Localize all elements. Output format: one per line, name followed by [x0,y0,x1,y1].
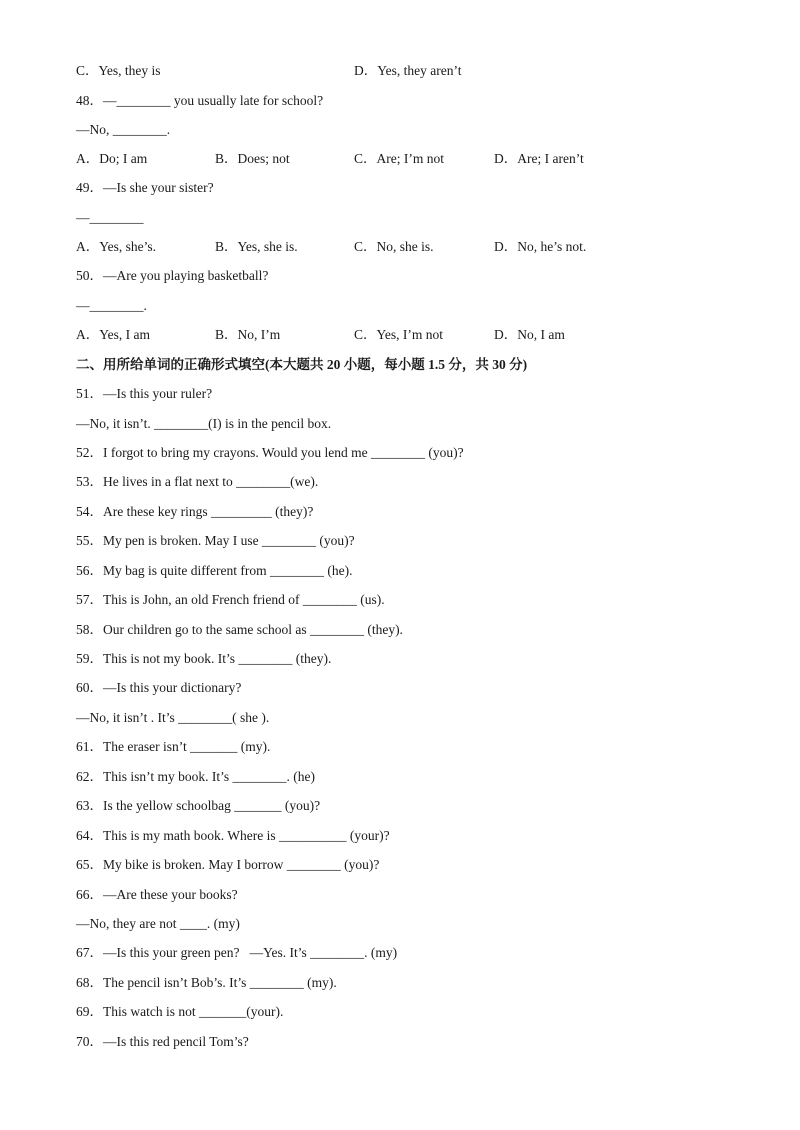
question-line: 59．This is not my book. It’s ________ (they). [76,651,332,666]
question-line: 64．This is my math book. Where is __________ (your)? [76,828,390,843]
question-line: 67．—Is this your green pen? —Yes. It’s ________. (my) [76,945,398,960]
question-line: 52．I forgot to bring my crayons. Would you lend me ________ (you)? [76,445,464,460]
question-line: 70．—Is this red pencil Tom’s? [76,1034,249,1049]
question-line: —No, it isn’t. ________(I) is in the pencil box. [76,416,332,431]
question-line: 60．—Is this your dictionary? [76,680,242,695]
question-line: 53．He lives in a flat next to ________(we). [76,474,319,489]
question-line: 68．The pencil isn’t Bob’s. It’s ________ (my). [76,975,337,990]
answer-option: D．Are; I aren’t [494,151,584,166]
question-line: —________ [76,210,144,225]
question-line: —No, ________. [76,122,171,137]
answer-option: C．Yes, they is [76,63,161,78]
question-line: 63．Is the yellow schoolbag _______ (you)? [76,798,321,813]
answer-option: D．No, he’s not. [494,239,587,254]
question-line: 69．This watch is not _______(your). [76,1004,284,1019]
answer-option: C．Yes, I’m not [354,327,444,342]
answer-option: B．Does; not [215,151,290,166]
question-line: 48．—________ you usually late for school? [76,93,324,108]
answer-option: C．No, she is. [354,239,434,254]
question-line: 61．The eraser isn’t _______ (my). [76,739,271,754]
answer-option: A．Yes, I am [76,327,151,342]
question-line: 57．This is John, an old French friend of ________ (us). [76,592,385,607]
question-line: 66．—Are these your books? [76,887,238,902]
section-heading: 二、用所给单词的正确形式填空(本大题共 20 小题，每小题 1.5 分，共 30 分) [76,357,528,372]
question-line: 49．—Is she your sister? [76,180,214,195]
question-line: 54．Are these key rings _________ (they)? [76,504,314,519]
answer-option: B．No, I’m [215,327,281,342]
question-line: 50．—Are you playing basketball? [76,268,269,283]
question-line: 65．My bike is broken. May I borrow ________ (you)? [76,857,380,872]
answer-option: D．No, I am [494,327,565,342]
answer-option: A．Yes, she’s. [76,239,157,254]
question-line: —________. [76,298,147,313]
question-line: —No, it isn’t . It’s ________( she ). [76,710,270,725]
question-line: 62．This isn’t my book. It’s ________. (he) [76,769,315,784]
question-line: 51．—Is this your ruler? [76,386,213,401]
question-line: 56．My bag is quite different from ________ (he). [76,563,353,578]
question-line: —No, they are not ____. (my) [76,916,240,931]
question-line: 58．Our children go to the same school as ________ (they). [76,622,403,637]
answer-option: D．Yes, they aren’t [354,63,462,78]
question-line: 55．My pen is broken. May I use ________ (you)? [76,533,355,548]
answer-option: B．Yes, she is. [215,239,298,254]
answer-option: A．Do; I am [76,151,148,166]
answer-option: C．Are; I’m not [354,151,444,166]
